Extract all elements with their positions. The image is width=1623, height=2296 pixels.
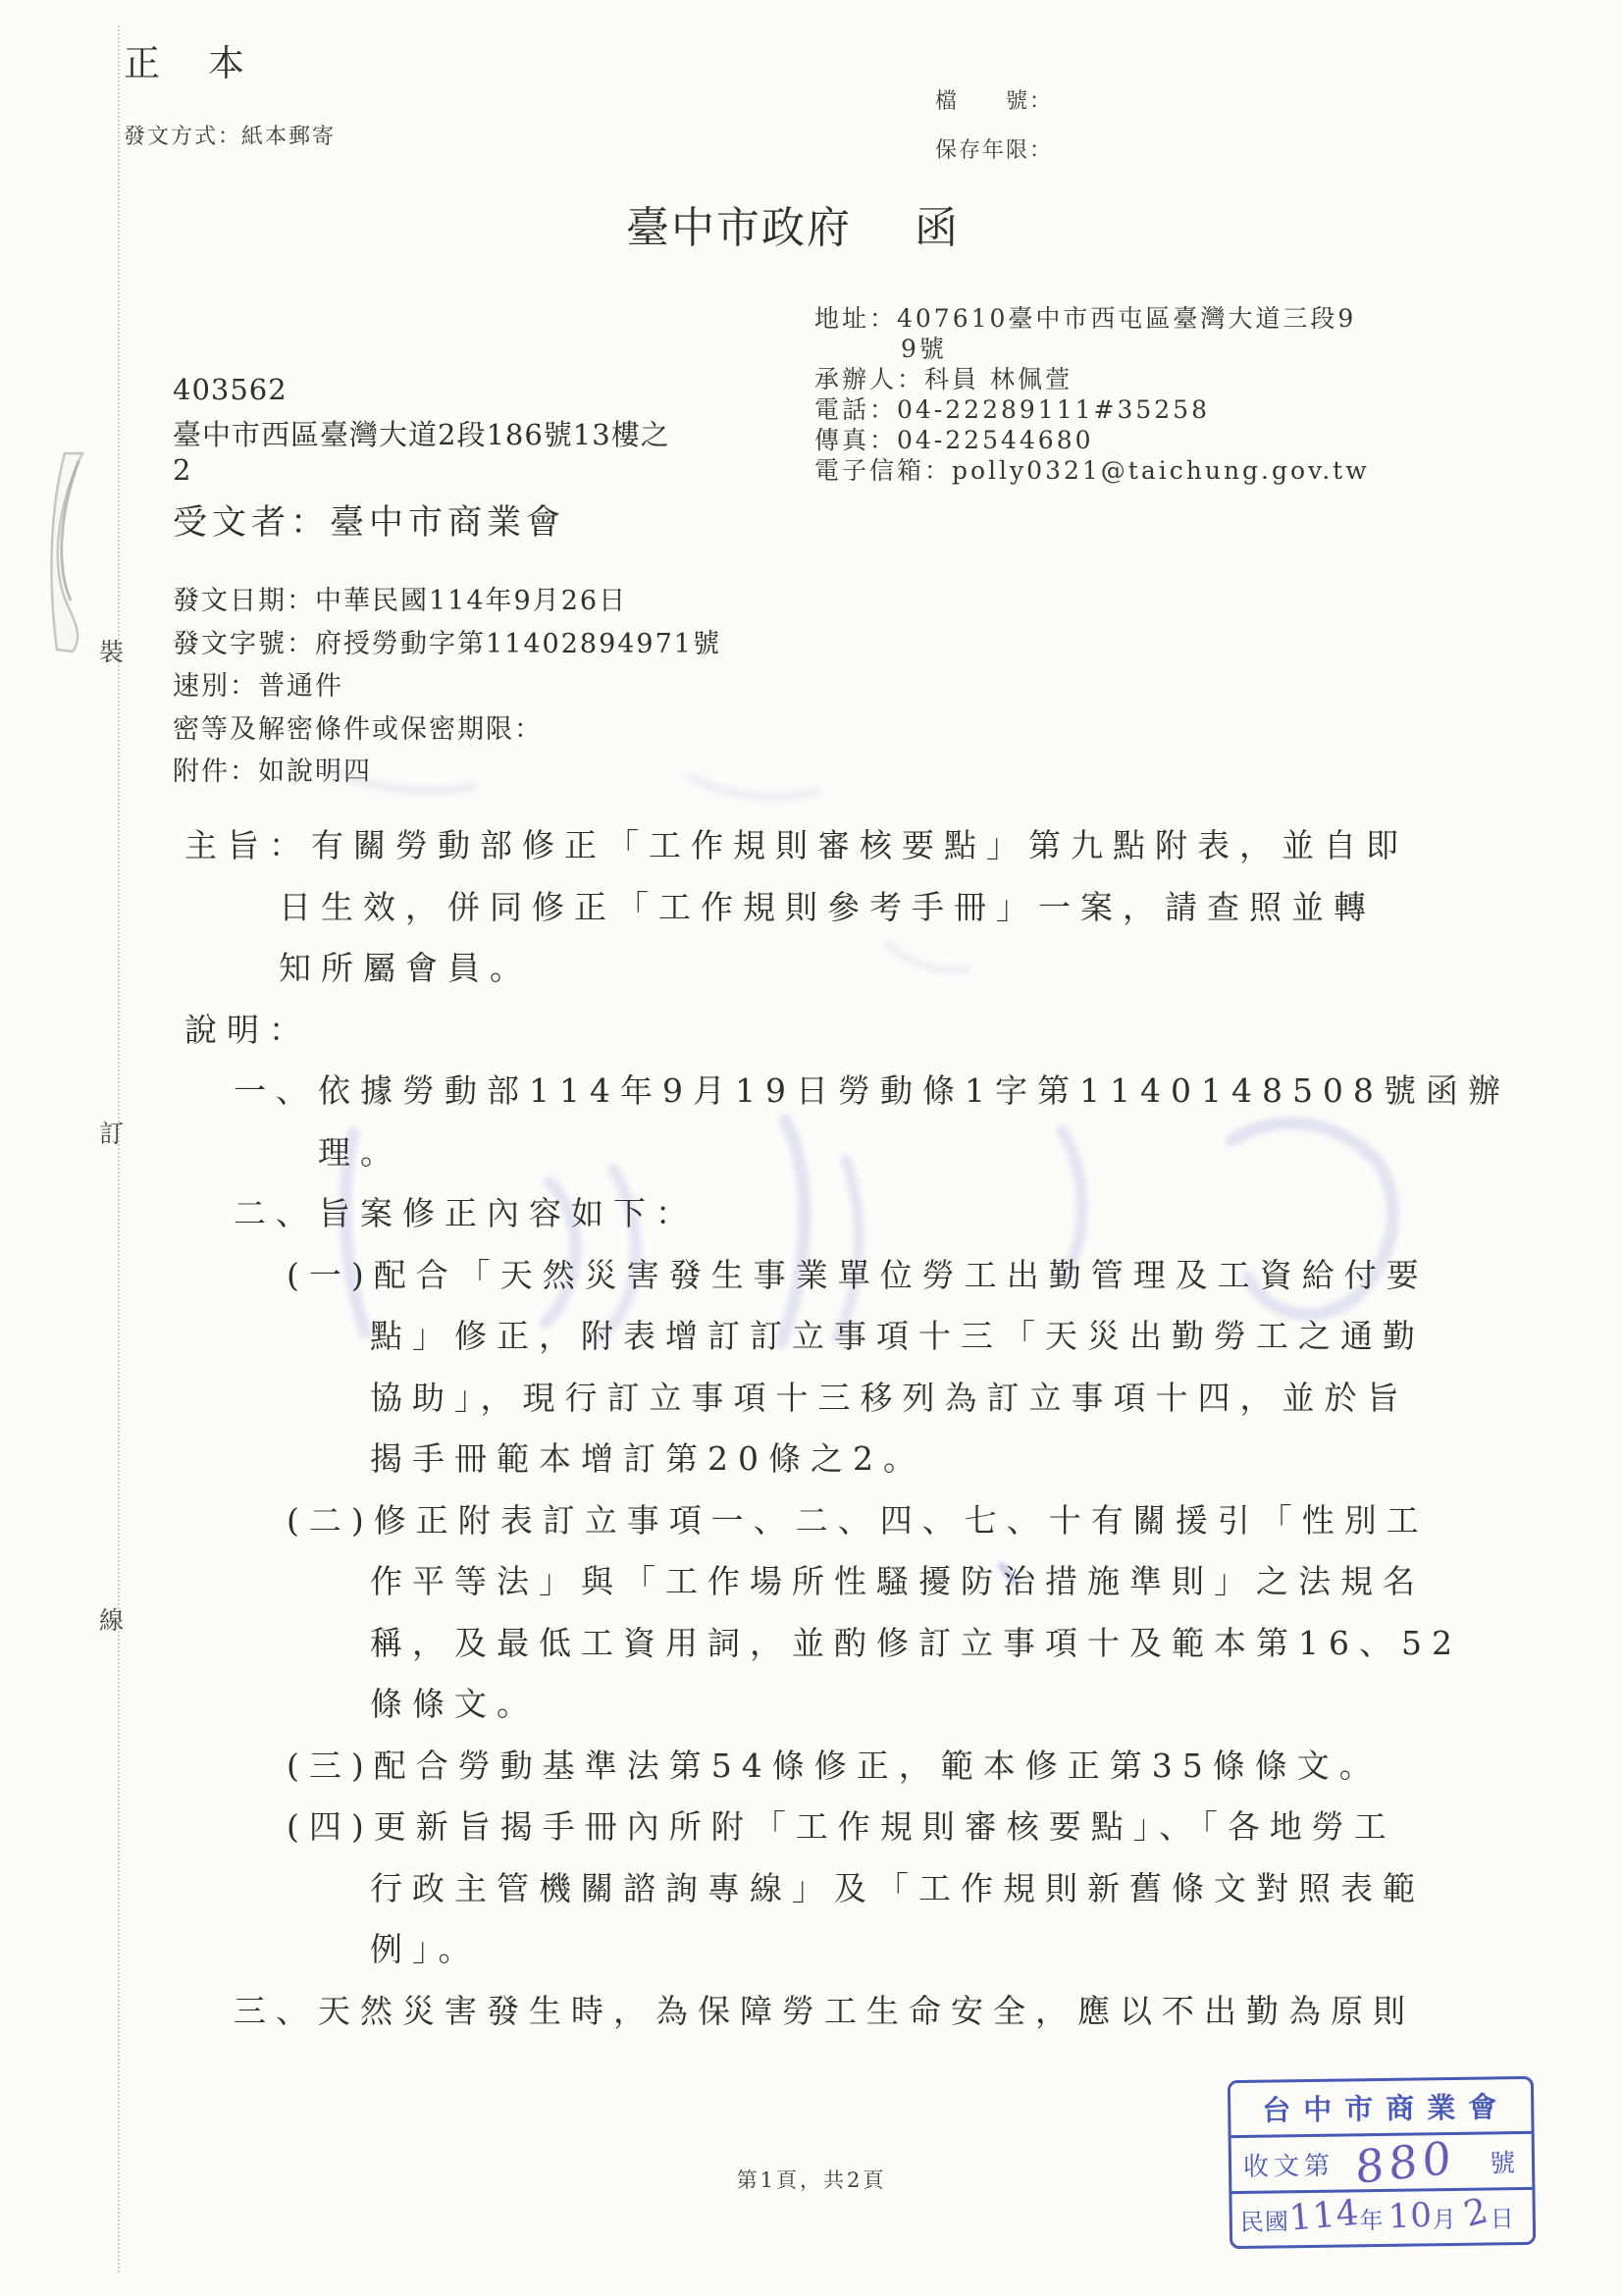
retention-period-label: 保存年限：: [935, 138, 1054, 163]
stamp-receipt-suffix: 號: [1489, 2148, 1521, 2178]
delivery-method: 發文方式：紙本郵寄: [124, 125, 337, 149]
stamp-day-unit: 日: [1490, 2205, 1515, 2233]
stamp-receipt-prefix: 收文第: [1242, 2151, 1335, 2182]
body-line: 理。: [318, 1132, 402, 1172]
meta-line: 速別：普通件: [173, 671, 343, 702]
meta-line: 發文字號：府授勞動字第11402894971號: [173, 628, 721, 659]
margin-mark-zhuang: 裝: [99, 638, 125, 666]
body-line: 例」。: [370, 1930, 481, 1968]
stamp-organization: 台中市商業會: [1261, 2090, 1510, 2127]
receiver-line: 受文者：臺中市商業會: [173, 503, 566, 543]
body-line: (二)修正附表訂立事項一、二、四、七、十有關援引「性別工: [287, 1500, 1429, 1539]
stamp-receipt-number-handwritten: 880: [1354, 2130, 1456, 2195]
sender-phone: 電話：04-22289111#35258: [814, 395, 1210, 424]
body-line: 說明：: [184, 1010, 311, 1049]
body-line: 稱，及最低工資用詞，並酌修訂立事項十及範本第16、52: [370, 1623, 1462, 1662]
meta-line: 附件：如說明四: [173, 757, 372, 787]
body-line: 日生效，併同修正「工作規則參考手冊」一案，請查照並轉: [279, 887, 1376, 926]
sender-contact-person: 承辦人：科員 林佩萱: [814, 365, 1073, 393]
document-type: 函: [915, 203, 960, 253]
body-line: (三)配合勞動基準法第54條修正，範本修正第35條條文。: [287, 1746, 1382, 1785]
body-line: 行政主管機關諮詢專線」及「工作規則新舊條文對照表範: [370, 1868, 1425, 1907]
sender-email: 電子信箱：polly0321@taichung.gov.tw: [814, 456, 1370, 485]
stamp-era-label: 民國: [1239, 2208, 1290, 2237]
body-line: 知所屬會員。: [279, 949, 532, 987]
sender-address-line2: 9號: [901, 335, 947, 363]
margin-mark-xian: 線: [99, 1606, 125, 1635]
body-line: 主旨：有關勞動部修正「工作規則審核要點」第九點附表，並自即: [184, 826, 1408, 864]
recipient-address-line1: 臺中市西區臺灣大道2段186號13樓之: [173, 418, 670, 451]
stamp-receipt-number-row: [1231, 2130, 1533, 2195]
document-title: [626, 192, 960, 255]
issuing-agency: 臺中市政府: [626, 203, 852, 253]
stamp-year-unit: 年: [1359, 2206, 1385, 2235]
stamp-year-handwritten: 114: [1287, 2192, 1362, 2239]
body-line: 二、旨案修正內容如下：: [234, 1194, 698, 1232]
body-line: 點」修正，附表增訂訂立事項十三「天災出勤勞工之通勤: [370, 1317, 1425, 1355]
receipt-stamp: [1228, 2076, 1536, 2249]
margin-mark-ding: 訂: [99, 1120, 125, 1148]
recipient-postal-code: 403562: [173, 373, 288, 406]
body-line: (四)更新旨揭手冊內所附「工作規則審核要點」、「各地勞工: [287, 1807, 1396, 1846]
paper-fold-artifact: [0, 0, 157, 706]
meta-line: 發文日期：中華民國114年9月26日: [173, 586, 628, 616]
body-line: 一、依據勞動部114年9月19日勞動條1字第1140148508號函辦: [234, 1071, 1510, 1110]
footer-page-number: 第1頁，共2頁: [736, 2168, 887, 2192]
body-line: 作平等法」與「工作場所性騷擾防治措施準則」之法規名: [370, 1562, 1425, 1600]
body-line: 三、天然災害發生時，為保障勞工生命安全，應以不出勤為原則: [234, 1991, 1415, 2030]
body-line: 揭手冊範本增訂第20條之2。: [370, 1439, 925, 1478]
sender-fax: 傳真：04-22544680: [814, 426, 1094, 454]
body-line: (一)配合「天然災害發生事業單位勞工出勤管理及工資給付要: [287, 1255, 1429, 1294]
file-number-label: 檔 號：: [935, 89, 1054, 114]
meta-line: 密等及解密條件或保密期限：: [173, 713, 543, 745]
stamp-month-unit: 月: [1432, 2205, 1457, 2234]
recipient-address-line2: 2: [173, 453, 192, 487]
body-line: 條條文。: [370, 1685, 539, 1723]
sender-address-line1: 地址：407610臺中市西屯區臺灣大道三段9: [814, 304, 1357, 333]
stamp-day-handwritten: 2: [1459, 2190, 1493, 2236]
body-line: 協助」，現行訂立事項十三移列為訂立事項十四，並於旨: [370, 1378, 1409, 1417]
stamp-date-row: [1231, 2187, 1533, 2246]
stamp-month-handwritten: 10: [1387, 2195, 1434, 2237]
copy-type-label: 正 本: [124, 42, 250, 84]
